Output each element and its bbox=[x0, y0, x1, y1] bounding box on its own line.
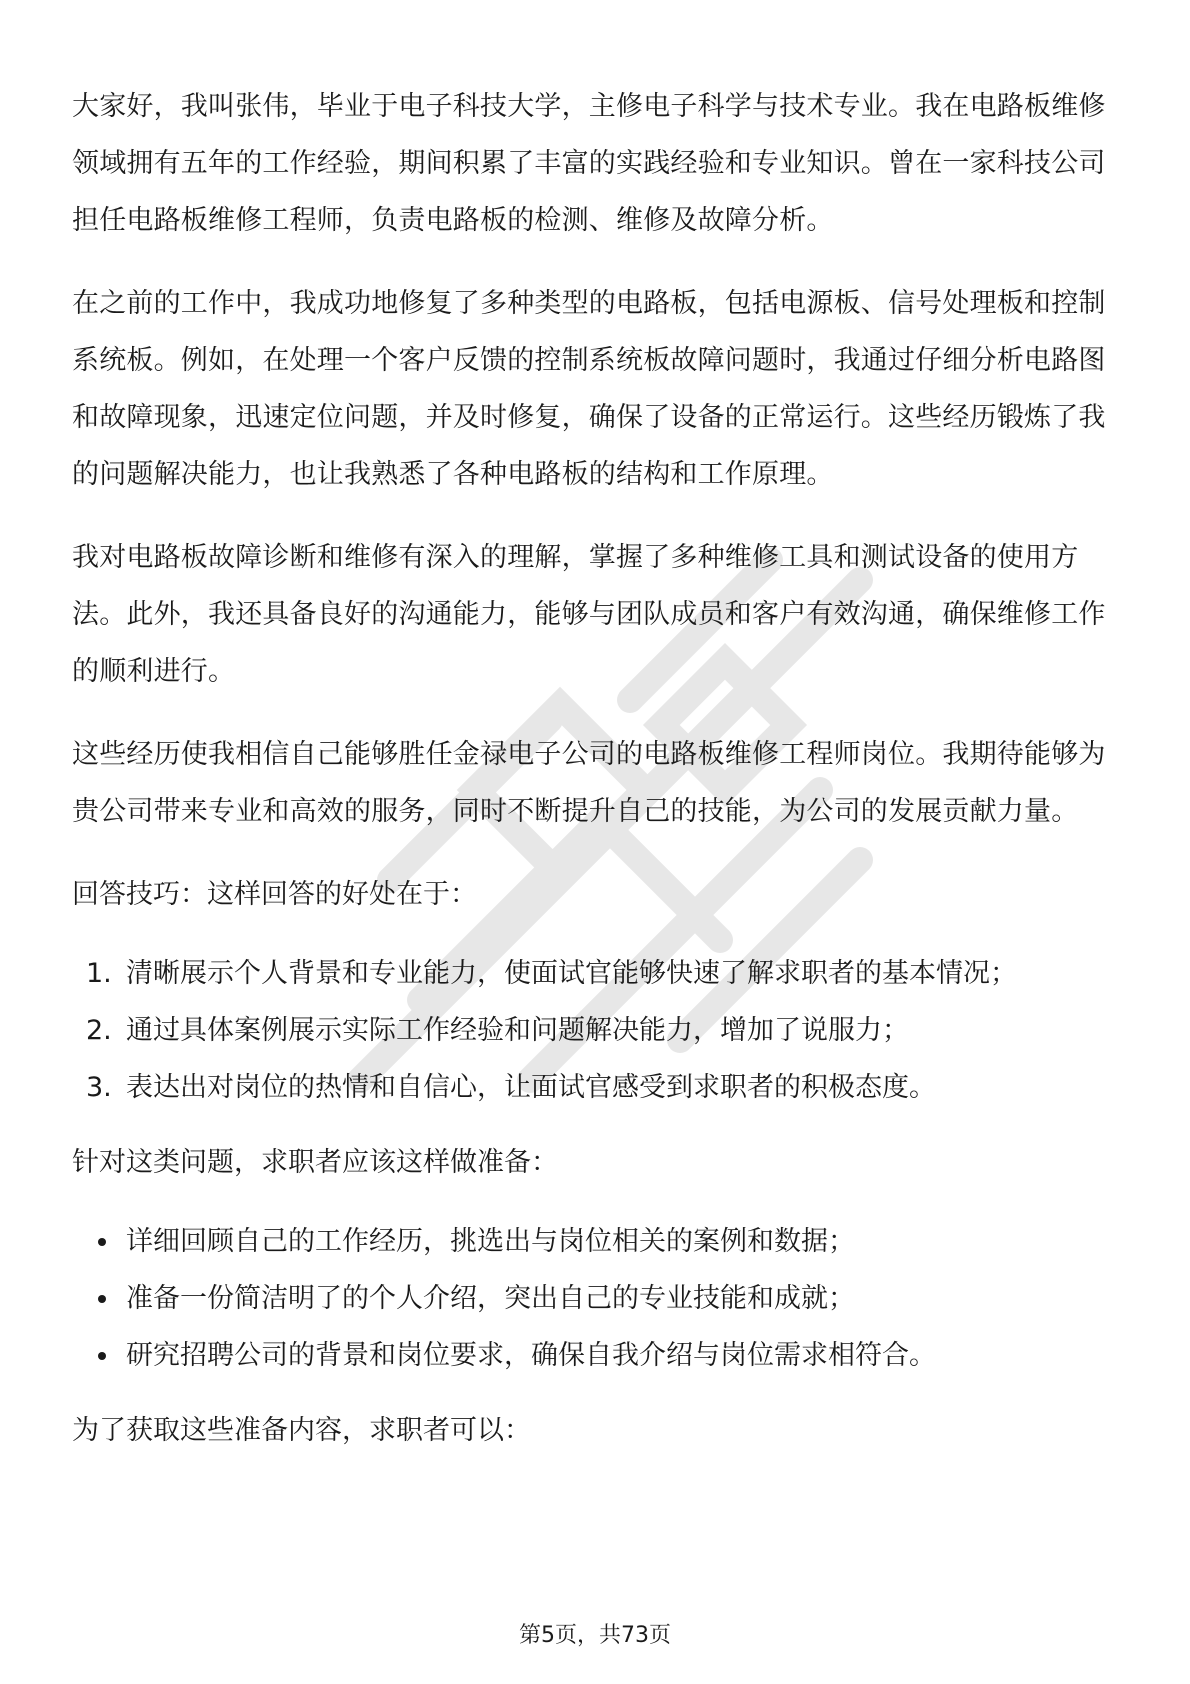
list-item bbox=[72, 945, 1122, 1002]
list-item bbox=[72, 1002, 1122, 1059]
list-number: 2. bbox=[86, 1015, 112, 1046]
list-item-text: 清晰展示个人背景和专业能力，使面试官能够快速了解求职者的基本情况； bbox=[126, 958, 1017, 989]
document-body bbox=[72, 78, 1122, 1481]
list-item-text: 详细回顾自己的工作经历，挑选出与岗位相关的案例和数据； bbox=[126, 1226, 855, 1257]
experience-paragraph: 在之前的工作中，我成功地修复了多种类型的电路板，包括电源板、信号处理板和控制系统板。例如，在处理一个客户反馈的控制系统板故障问题时，我通过仔细分析电路图和故障现象，迅速定位问题，并及时修复，确保了设备的正常运行。这些经历锻炼了我的问题解决能力，也让我熟悉了各种电路板的结构和工作原理。 bbox=[72, 288, 1106, 490]
list-item bbox=[72, 1270, 1122, 1327]
tips-heading: 回答技巧：这样回答的好处在于： bbox=[72, 879, 477, 910]
prep-list bbox=[72, 1213, 1122, 1384]
list-item bbox=[72, 1059, 1122, 1116]
list-number: 1. bbox=[86, 958, 112, 989]
skills-paragraph: 我对电路板故障诊断和维修有深入的理解，掌握了多种维修工具和测试设备的使用方法。此外，我还具备良好的沟通能力，能够与团队成员和客户有效沟通，确保维修工作的顺利进行。 bbox=[72, 542, 1106, 687]
list-item bbox=[72, 1213, 1122, 1270]
list-item bbox=[72, 1327, 1122, 1384]
page-footer: 第5页，共73页 bbox=[519, 1623, 671, 1648]
list-item-text: 通过具体案例展示实际工作经验和问题解决能力，增加了说服力； bbox=[126, 1015, 909, 1046]
list-item-text: 研究招聘公司的背景和岗位要求，确保自我介绍与岗位需求相符合。 bbox=[126, 1340, 936, 1371]
bullet-icon bbox=[98, 1295, 106, 1303]
list-number: 3. bbox=[86, 1072, 112, 1103]
bullet-icon bbox=[98, 1352, 106, 1360]
prep-heading: 针对这类问题，求职者应该这样做准备： bbox=[72, 1147, 558, 1178]
list-item-text: 表达出对岗位的热情和自信心，让面试官感受到求职者的积极态度。 bbox=[126, 1072, 936, 1103]
intro-paragraph: 大家好，我叫张伟，毕业于电子科技大学，主修电子科学与技术专业。我在电路板维修领域拥有五年的工作经验，期间积累了丰富的实践经验和专业知识。曾在一家科技公司担任电路板维修工程师，负责电路板的检测、维修及故障分析。 bbox=[72, 91, 1106, 236]
closing-heading: 为了获取这些准备内容，求职者可以： bbox=[72, 1415, 531, 1446]
list-item-text: 准备一份简洁明了的个人介绍，突出自己的专业技能和成就； bbox=[126, 1283, 855, 1314]
tips-list bbox=[72, 945, 1122, 1116]
conclusion-paragraph: 这些经历使我相信自己能够胜任金禄电子公司的电路板维修工程师岗位。我期待能够为贵公司带来专业和高效的服务，同时不断提升自己的技能，为公司的发展贡献力量。 bbox=[72, 739, 1106, 827]
bullet-icon bbox=[98, 1238, 106, 1246]
